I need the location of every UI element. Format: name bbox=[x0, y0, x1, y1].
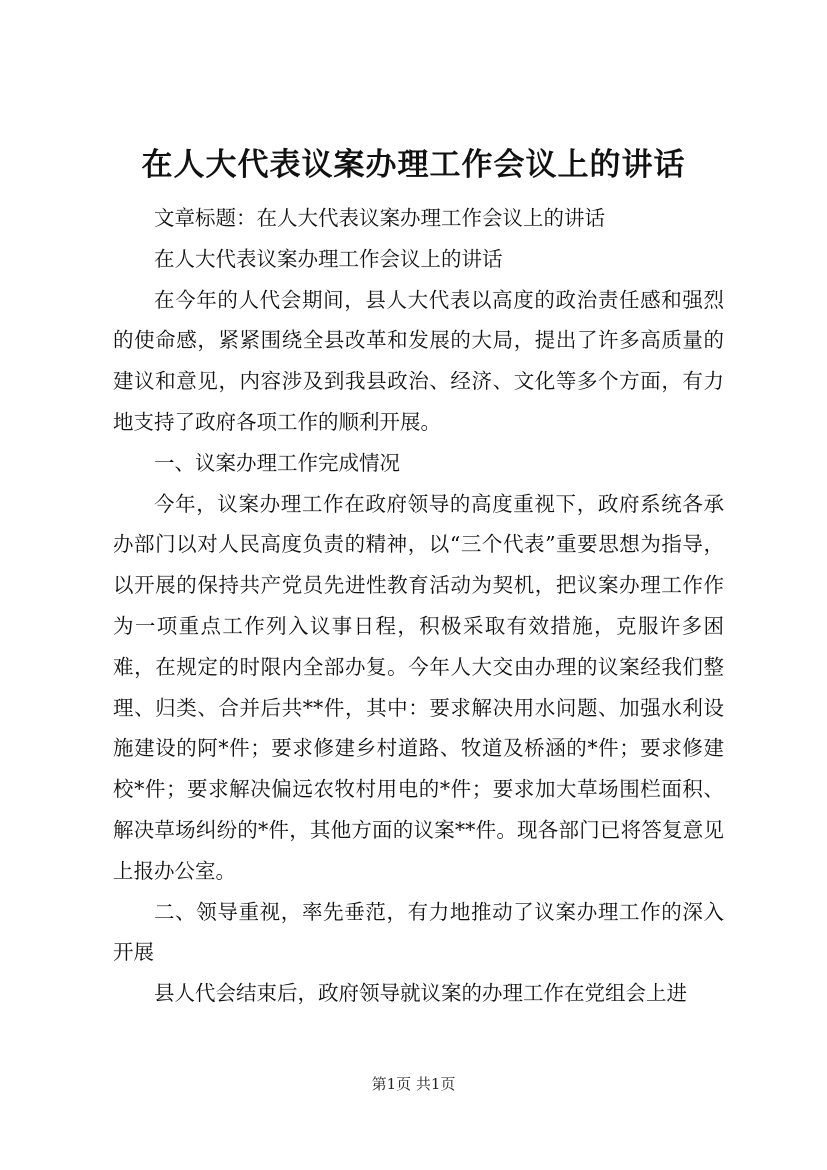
paragraph-subtitle: 在人大代表议案办理工作会议上的讲话 bbox=[154, 246, 503, 271]
paragraph-intro: 在今年的人代会期间，县人大代表以高度的政治责任感和强烈的使命感，紧紧围绕全县改革和发展的大局，提出了许多高质量的建议和意见，内容涉及到我县政治、经济、文化等多个方面，有力地支持了政府各项工作的顺利开展。 bbox=[113, 287, 724, 434]
section-heading-1: 一、议案办理工作完成情况 bbox=[154, 450, 400, 475]
document-title: 在人大代表议案办理工作会议上的讲话 bbox=[141, 147, 686, 183]
page-footer: 第1页 共1页 bbox=[371, 1075, 456, 1093]
paragraph-section-1: 今年，议案办理工作在政府领导的高度重视下，政府系统各承办部门以对人民高度负责的精神，以“三个代表”重要思想为指导，以开展的保持共产党员先进性教育活动为契机，把议案办理工作作为一项重点工作列入议事日程，积极采取有效措施，克服许多困难，在规定的时限内全部办复。今年人大交由办理的议案经我们整理、归类、合并后共**件，其中：要求解决用水问题、加强水利设施建设的阿*件；要求修建乡村道路、牧道及桥涵的*件；要求修建校*件；要求解决偏远农牧村用电的*件；要求加大草场围栏面积、解决草场纠纷的*件，其他方面的议案**件。现各部门已将答复意见上报办公室。 bbox=[113, 491, 724, 883]
section-heading-2: 二、领导重视，率先垂范，有力地推动了议案办理工作的深入开展 bbox=[113, 899, 724, 965]
paragraph-section-2: 县人代会结束后，政府领导就议案的办理工作在党组会上进 bbox=[154, 981, 687, 1006]
paragraph-article-label: 文章标题：在人大代表议案办理工作会议上的讲话 bbox=[154, 206, 605, 230]
document-body bbox=[113, 198, 724, 1014]
